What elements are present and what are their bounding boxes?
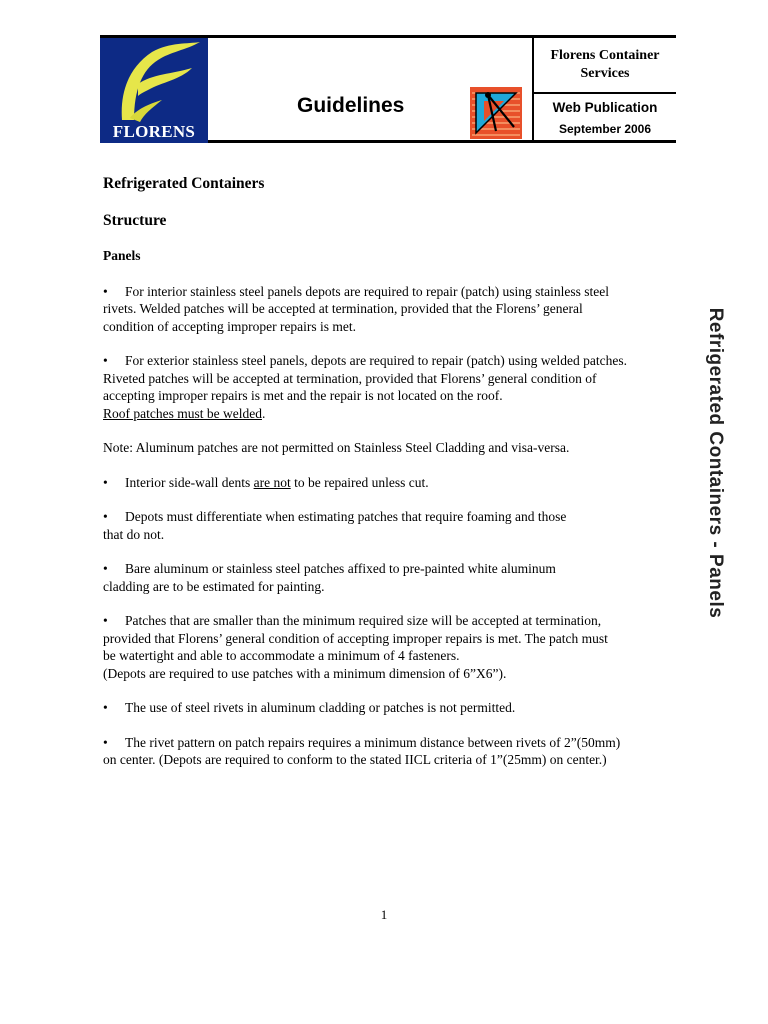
document-body (103, 175, 693, 786)
paragraph-text: Bare aluminum or stainless steel patches affixed to pre-painted white aluminum cladding are to be estimated for painting. (103, 561, 556, 594)
section-heading: Refrigerated Containers (103, 175, 265, 192)
underlined-text: Roof patches must be welded (103, 405, 262, 421)
note-paragraph: Note: Aluminum patches are not permitted on Stainless Steel Cladding and visa-versa. (103, 440, 570, 455)
bullet-icon: • (103, 700, 108, 715)
publication-info (532, 38, 676, 143)
bullet-paragraph (103, 699, 693, 717)
publication-block (534, 94, 676, 143)
paragraph-text: Depots must differentiate when estimating patches that require foaming and those that do not. (103, 509, 567, 542)
bullet-paragraph (103, 734, 693, 769)
bullet-icon: • (103, 561, 108, 576)
company-name (534, 38, 676, 94)
bullet-icon: • (103, 353, 108, 368)
bullet-paragraph (103, 283, 693, 336)
paragraph-text: Interior side-wall dents (125, 474, 254, 490)
company-line-1: Florens Container (550, 48, 660, 63)
bullet-icon: • (103, 283, 108, 299)
logo-text: FLORENS (112, 122, 196, 141)
publication-date: September 2006 (558, 121, 652, 136)
drafting-compass-icon (470, 87, 522, 139)
underlined-text: are not (253, 474, 291, 490)
bullet-paragraph (103, 560, 693, 595)
bullet-paragraph (103, 508, 693, 543)
company-line-2: Services (580, 66, 630, 81)
paragraph-text: Patches that are smaller than the minimum required size will be accepted at termination, provided that Florens’ general condition of accepting improper repairs is met. The patch must be watertight and able to accommodate a minimum of 4 fasteners. (Depots are required to use patches with a minimum dimension of 6”X6”). (103, 613, 608, 681)
bullet-icon: • (103, 734, 108, 750)
subsection-heading: Structure (103, 211, 167, 229)
bullet-icon: • (103, 613, 108, 628)
side-section-title: Refrigerated Containers - Panels (705, 307, 726, 619)
paragraph-text: The rivet pattern on patch repairs requires a minimum distance between rivets of 2”(50mm) on center. (Depots are required to conform to the stated IICL criteria of 1”(25mm) on center.) (103, 734, 621, 767)
page-number: 1 (380, 907, 388, 922)
subsubsection-heading: Panels (103, 248, 141, 263)
bullet-paragraph (103, 474, 693, 492)
paragraph-text: to be repaired unless cut. (290, 474, 429, 490)
page-title: Guidelines (297, 94, 405, 117)
paragraph-text: The use of steel rivets in aluminum cladding or patches is not permitted. (125, 700, 516, 715)
document-header (100, 35, 676, 143)
florens-logo (100, 38, 208, 143)
publication-type: Web Publication (552, 99, 658, 115)
paragraph-text: For interior stainless steel panels depots are required to repair (patch) using stainless steel rivets. Welded patches will be accepted at termination, provided that the Florens’ general condition of accepting improper repairs is met. (103, 283, 609, 334)
bullet-icon: • (103, 509, 108, 524)
bullet-paragraph (103, 352, 693, 422)
bullet-paragraph (103, 612, 693, 682)
paragraph-text: For exterior stainless steel panels, depots are required to repair (patch) using welded patches. Riveted patches will be accepted at termination, provided that Florens’ general condition of accepting improper repairs is met and the repair is not located on the roof. (103, 353, 627, 403)
bullet-icon: • (103, 474, 108, 490)
paragraph-text: . (261, 405, 266, 421)
